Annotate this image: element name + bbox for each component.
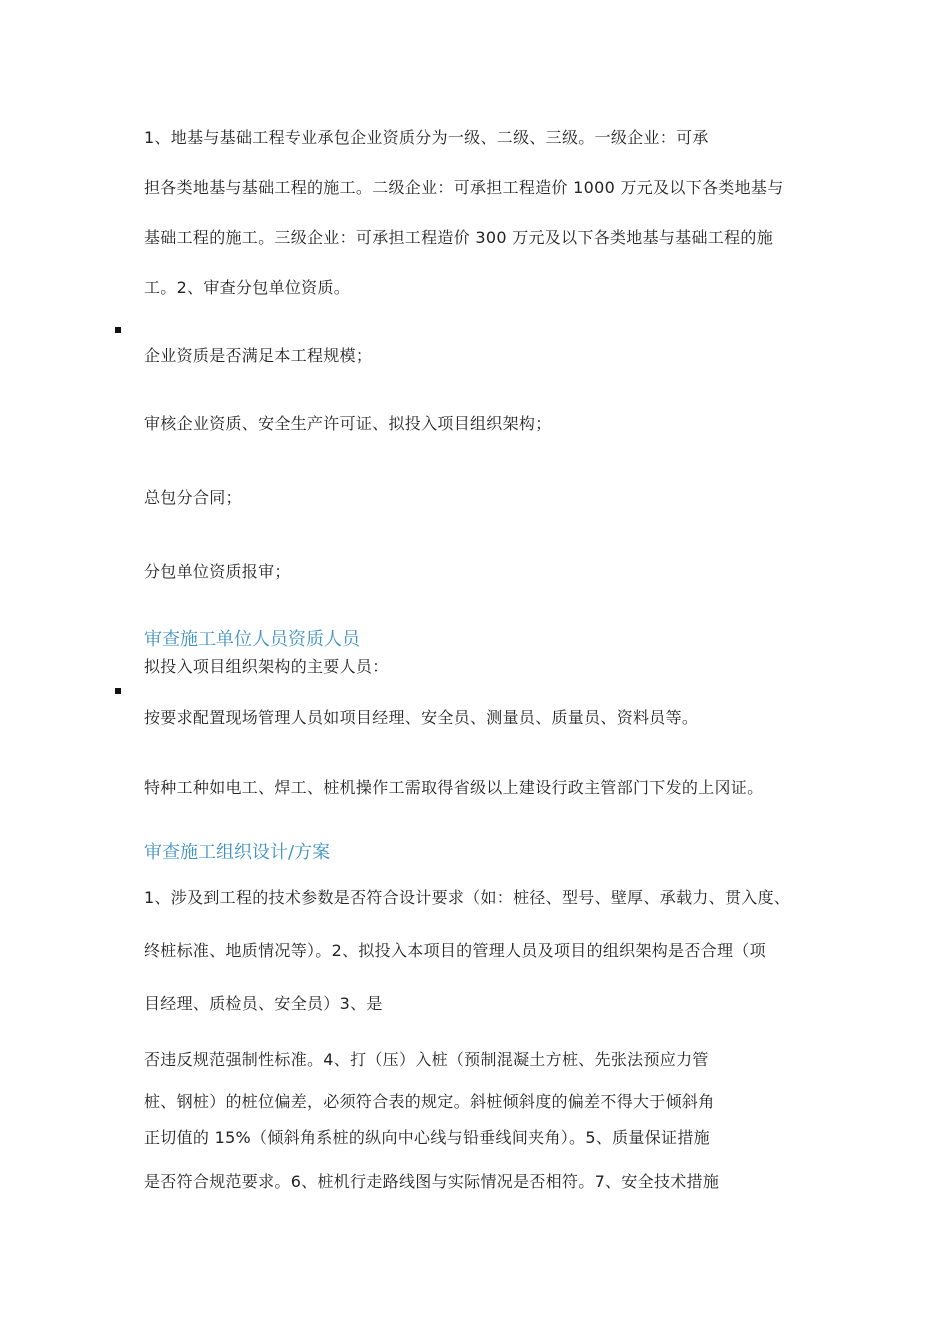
section-heading: 审查施工组织设计/方案 [144, 842, 331, 863]
paragraph-line: 否违反规范强制性标准。4、打（压）入桩（预制混凝土方桩、先张法预应力管 [144, 1050, 709, 1069]
paragraph-line: 工。2、审查分包单位资质。 [144, 278, 351, 297]
paragraph-line: 是否符合规范要求。6、桩机行走路线图与实际情况是否相符。7、安全技术措施 [144, 1172, 720, 1191]
bullet-marker [115, 688, 121, 694]
paragraph-line: 1、涉及到工程的技术参数是否符合设计要求（如：桩径、型号、壁厚、承载力、贯入度、 [144, 888, 791, 907]
list-item: 总包分合同； [144, 488, 242, 507]
paragraph-line: 1、地基与基础工程专业承包企业资质分为一级、二级、三级。一级企业：可承 [144, 128, 709, 147]
paragraph-line: 正切值的 15%（倾斜角系桩的纵向中心线与铅垂线间夹角）。5、质量保证措施 [144, 1128, 710, 1147]
paragraph-line: 目经理、质检员、安全员）3、是 [144, 994, 383, 1013]
section-intro: 拟投入项目组织架构的主要人员： [144, 657, 389, 676]
list-item: 企业资质是否满足本工程规模； [144, 346, 373, 365]
paragraph-line: 担各类地基与基础工程的施工。二级企业：可承担工程造价 1000 万元及以下各类地基与 [144, 178, 784, 197]
paragraph-line: 基础工程的施工。三级企业：可承担工程造价 300 万元及以下各类地基与基础工程的施 [144, 228, 774, 247]
list-item: 分包单位资质报审； [144, 562, 291, 581]
list-item: 审核企业资质、安全生产许可证、拟投入项目组织架构； [144, 414, 552, 433]
bullet-marker [115, 327, 121, 333]
paragraph-line: 终桩标准、地质情况等）。2、拟投入本项目的管理人员及项目的组织架构是否合理（项 [144, 941, 766, 960]
list-item: 特种工种如电工、焊工、桩机操作工需取得省级以上建设行政主管部门下发的上冈证。 [144, 778, 764, 797]
paragraph-line: 桩、钢桩）的桩位偏差，必须符合表的规定。斜桩倾斜度的偏差不得大于倾斜角 [144, 1092, 715, 1111]
section-heading: 审查施工单位人员资质人员 [144, 629, 360, 650]
list-item: 按要求配置现场管理人员如项目经理、安全员、测量员、质量员、资料员等。 [144, 708, 699, 727]
